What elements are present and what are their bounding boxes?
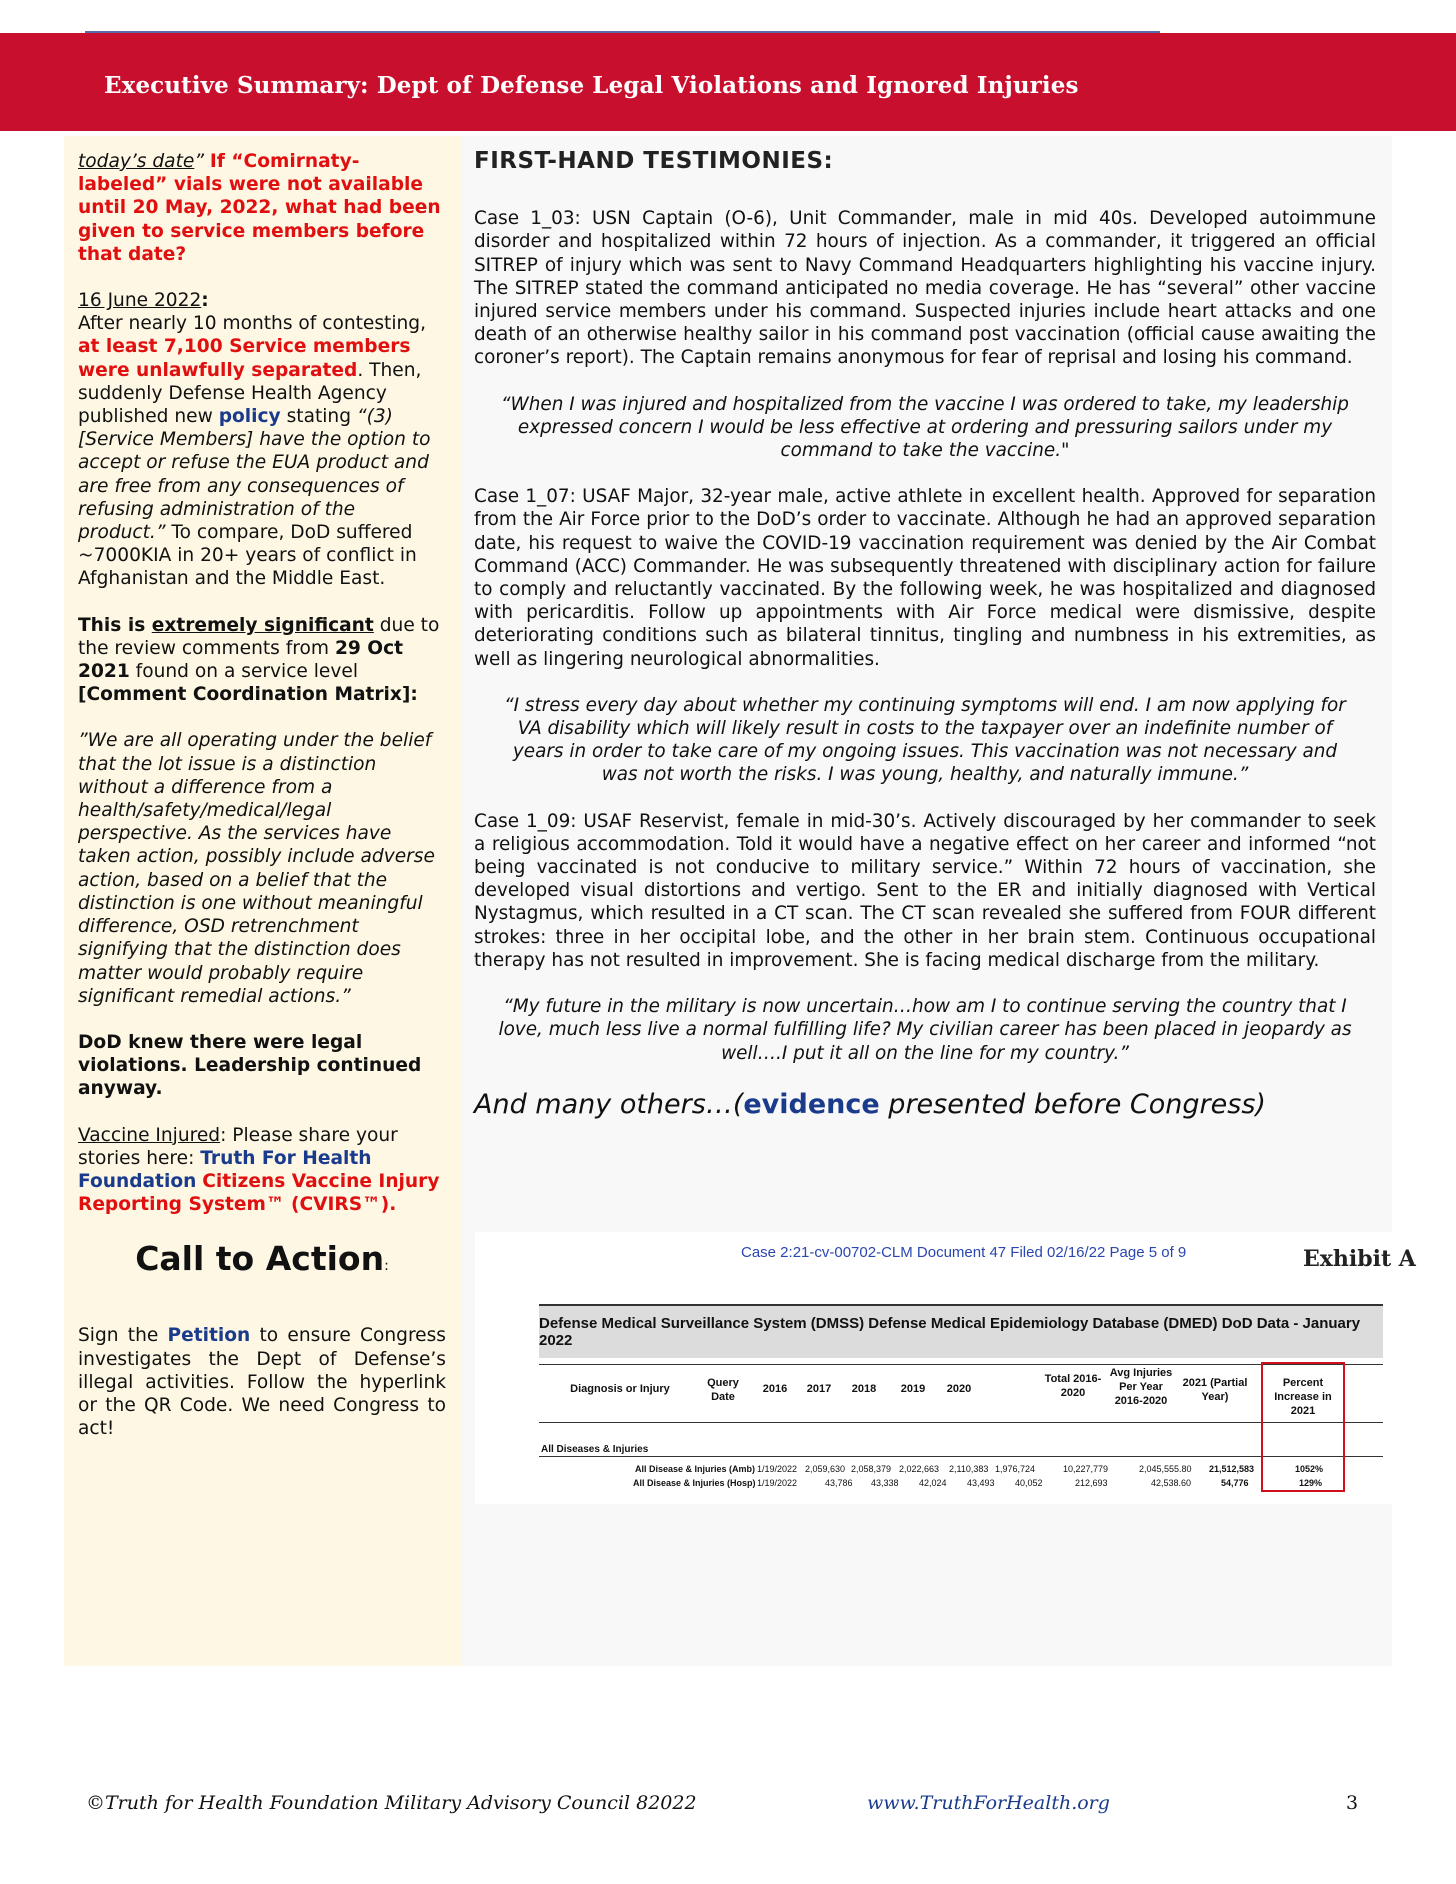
todays-date-text: today’s date bbox=[78, 151, 195, 172]
row-hosp-2016: 43,786 bbox=[825, 1478, 853, 1488]
row-hosp-avg: 42,538.60 bbox=[1151, 1478, 1192, 1488]
row-hosp-2018: 42,024 bbox=[919, 1478, 947, 1488]
col-2016: 2016 bbox=[762, 1383, 788, 1395]
sidebar-paragraph-significant bbox=[78, 614, 446, 707]
page-number: 3 bbox=[1346, 1792, 1359, 1814]
comirnaty-question: If “Comirnaty-labeled” vials were not available until 20 May, 2022, what had been given to service members before that date? bbox=[78, 151, 441, 265]
service-level-text: found on a service level bbox=[129, 661, 358, 683]
col-2021: 2021 (Partial Year) bbox=[1182, 1377, 1248, 1403]
case-1-03: Case 1_03: USN Captain (O-6), Unit Commander, male in mid 40s. Developed autoimmune disorder and hospitalized within 72 hours of injection. As a commander, it triggered an official SITREP of injury which was sent to Navy Command Headquarters highlighting his vaccine injury. The SITREP stated the command anticipated no media coverage. He has “several” other vaccine injured service members under his command. Suspected injuries include heart attacks and one death of an otherwise healthy sailor in his command post vaccination (official cause awaiting the coroner’s report). The Captain remains anonymous for fear of reprisal and losing his command. bbox=[474, 208, 1376, 369]
this-is-text: This is bbox=[78, 614, 152, 636]
row-hosp-2021: 54,776 bbox=[1221, 1478, 1249, 1488]
col-avg: Avg Injuries Per Year 2016-2020 bbox=[1109, 1367, 1173, 1407]
call-to-action-title bbox=[78, 1239, 446, 1286]
row-amb-2016: 2,059,630 bbox=[805, 1464, 846, 1474]
quote-1-07: “I stress every day about whether my continuing symptoms will end. I am now applying for VA disability which will likely result in costs to the taxpayer over an indefinite number of years in order to take care of my ongoing issues. This vaccination was not necessary and was not worth the risks. I was young, healthy, and naturally immune.” bbox=[504, 694, 1346, 786]
matrix-quote: ”We are all operating under the belief that the lot issue is a distinction without a difference from a health/safety/medical/legal perspective. As the services have taken action, possibly include adverse action, based on a belief that the distinction is one without meaningful difference, OSD retrenchment signifying that the distinction does matter would probably require significant remedial actions.” bbox=[78, 730, 435, 1007]
row-amb-2017: 2,058,379 bbox=[851, 1464, 892, 1474]
col-2017: 2017 bbox=[806, 1383, 832, 1395]
col-2018: 2018 bbox=[851, 1383, 877, 1395]
col-diagnosis: Diagnosis or Injury bbox=[570, 1383, 670, 1395]
dmed-table-title: Defense Medical Surveillance System (DMSS) Defense Medical Epidemiology Database (DMED) DoD Data - January 2022 bbox=[539, 1306, 1383, 1358]
kia-text: To compare, DoD suffered ~7000KIA in 20+ years of conflict in Afghanistan and the Middle East. bbox=[78, 522, 417, 590]
testimonies-heading: FIRST-HAND TESTIMONIES: bbox=[474, 148, 834, 174]
tfh-foundation-link[interactable]: Truth For Health Foundation bbox=[78, 1147, 372, 1192]
case-1-07: Case 1_07: USAF Major, 32-year male, active athlete in excellent health. Approved for separation from the Air Force prior to the DoD’s order to vaccinate. Although he had an approved separation date, his request to waive the COVID-19 vaccination requirement was denied by the Air Combat Command (ACC) Commander. He was subsequently threatened with disciplinary action for failure to comply and reluctantly vaccinated. By the following week, he was hospitalized and diagnosed with pericarditis. Follow up appointments with Air Force medical were dismissive, despite deteriorating conditions such as bilateral tinnitus, tingling and numbness in his extremities, as well as lingering neurological abnormalities. bbox=[474, 486, 1376, 670]
colon: : bbox=[201, 290, 209, 312]
quote-mark: ” bbox=[194, 151, 210, 172]
row-amb-avg: 2,045,555.80 bbox=[1139, 1464, 1192, 1474]
review-text: due to the review comments from bbox=[78, 614, 440, 659]
sidebar-paragraph-june bbox=[78, 289, 446, 591]
vaccine-injured-text: Vaccine Injured bbox=[78, 1124, 221, 1146]
row-amb-total: 10,227,779 bbox=[1063, 1464, 1109, 1474]
footer-copyright: ©Truth for Health Foundation Military Advisory Council 82022 bbox=[86, 1792, 697, 1814]
sidebar-paragraph-comirnaty bbox=[78, 150, 446, 266]
row-hosp-2019: 43,493 bbox=[967, 1478, 995, 1488]
contesting-text: After nearly 10 months of contesting, bbox=[78, 313, 427, 335]
petition-text: to ensure Congress investigates the Dept of Defense’s illegal activities. Follow the hyperlink or the QR Code. We need Congress to act! bbox=[78, 1325, 446, 1440]
cvirs-link[interactable]: Citizens Vaccine Injury Reporting System™ (CVIRS™). bbox=[78, 1170, 440, 1216]
row-hosp-label: All Disease & Injuries (Hosp) bbox=[633, 1478, 756, 1488]
june-date: 16 June 2022 bbox=[78, 290, 202, 312]
col-query-date: Query Date bbox=[707, 1377, 739, 1403]
row-amb-label: All Disease & Injuries (Amb) bbox=[635, 1464, 756, 1474]
row-amb-2021: 21,512,583 bbox=[1209, 1464, 1255, 1474]
quote-1-09: “My future in the military is now uncertain…how am I to continue serving the country that I love, much less live a normal fulfilling life? My civilian career has been placed in jeopardy as well….I put it all on the line for my country.” bbox=[498, 996, 1352, 1064]
oct-date: 29 Oct 2021 bbox=[78, 637, 404, 683]
congress-text: presented before Congress) bbox=[879, 1088, 1266, 1120]
row-amb-2020: 1,976,724 bbox=[995, 1464, 1036, 1474]
row-amb-percent: 1052% bbox=[1295, 1464, 1324, 1474]
matrix-link[interactable]: [Comment Coordination Matrix]: bbox=[78, 684, 418, 706]
many-others-text: And many others…( bbox=[474, 1088, 744, 1120]
page-title: Executive Summary: Dept of Defense Legal Violations and Ignored Injuries bbox=[104, 72, 1079, 99]
stating-text: stating bbox=[280, 406, 357, 428]
row-amb-date: 1/19/2022 bbox=[757, 1464, 798, 1474]
section-rule bbox=[539, 1456, 1383, 1457]
cta-colon: : bbox=[384, 1258, 389, 1275]
policy-quote: “(3) [Service Members] have the option to accept or refuse the EUA product and are free from any consequences of refusing administration of the product.” bbox=[78, 406, 431, 544]
row-amb-2018: 2,022,663 bbox=[899, 1464, 940, 1474]
many-others-line bbox=[474, 1088, 1376, 1122]
policy-link[interactable]: policy bbox=[218, 406, 281, 428]
court-case-line: Case 2:21-cv-00702-CLM Document 47 Filed 02/16/22 Page 5 of 9 bbox=[741, 1244, 1187, 1261]
row-hosp-date: 1/19/2022 bbox=[757, 1478, 798, 1488]
significant-text: extremely significant bbox=[151, 614, 374, 636]
row-hosp-2020: 40,052 bbox=[1015, 1478, 1043, 1488]
percent-highlight-box bbox=[1261, 1362, 1345, 1492]
col-2019: 2019 bbox=[900, 1383, 926, 1395]
row-hosp-2017: 43,338 bbox=[871, 1478, 899, 1488]
footer-website-link[interactable]: www.TruthForHealth.org bbox=[867, 1792, 1110, 1814]
sidebar-panel bbox=[64, 136, 462, 1666]
col-total: Total 2016-2020 bbox=[1044, 1373, 1102, 1399]
header-rule-bottom bbox=[539, 1422, 1383, 1423]
row-amb-2019: 2,110,383 bbox=[949, 1464, 989, 1474]
dod-knew-text: DoD knew there were legal violations. Leadership continued anyway. bbox=[78, 1031, 422, 1100]
share-text: : Please share your stories here: bbox=[78, 1124, 398, 1169]
section-all-diseases: All Diseases & Injuries bbox=[541, 1444, 649, 1455]
petition-link[interactable]: Petition bbox=[167, 1325, 251, 1347]
cta-text: Call to Action bbox=[135, 1239, 385, 1279]
sidebar-content bbox=[78, 150, 446, 1463]
quote-1-03: “When I was injured and hospitalized from the vaccine I was ordered to take, my leadership expressed concern I would be less effective at ordering and pressuring sailors under my command to take the vaccine." bbox=[501, 393, 1349, 462]
col-percent: Percent Increase in 2021 bbox=[1274, 1377, 1332, 1417]
row-hosp-total: 212,693 bbox=[1075, 1478, 1108, 1488]
header-rule-top bbox=[539, 1364, 1383, 1365]
exhibit-label: Exhibit A bbox=[1303, 1246, 1416, 1272]
evidence-link[interactable]: evidence bbox=[743, 1088, 880, 1120]
testimonies-content bbox=[474, 150, 1376, 1122]
dha-text: . Then, suddenly Defense Health Agency published new bbox=[78, 359, 422, 428]
separated-highlight: at least 7,100 Service members were unlawfully separated bbox=[78, 336, 411, 381]
col-2020: 2020 bbox=[946, 1383, 972, 1395]
row-hosp-percent: 129% bbox=[1299, 1478, 1323, 1488]
petition-paragraph bbox=[78, 1324, 446, 1440]
case-1-09: Case 1_09: USAF Reservist, female in mid-30’s. Actively discouraged by her commander to seek a religious accommodation. Told it would have a negative effect on her career and informed “not being vaccinated is not conducive to military service.” Within 72 hours of vaccination, she developed visual distortions and vertigo. Sent to the ER and initially diagnosed with Vertical Nystagmus, which resulted in a CT scan. The CT scan revealed she suffered from FOUR different strokes: three in her occipital lobe, and the other in her brain stem. Continuous occupational therapy has not resulted in improvement. She is facing medical discharge from the military. bbox=[474, 810, 1376, 971]
exhibit-a-image bbox=[475, 1232, 1416, 1504]
sidebar-paragraph-injured bbox=[78, 1124, 446, 1217]
sign-text: Sign the bbox=[78, 1325, 168, 1347]
